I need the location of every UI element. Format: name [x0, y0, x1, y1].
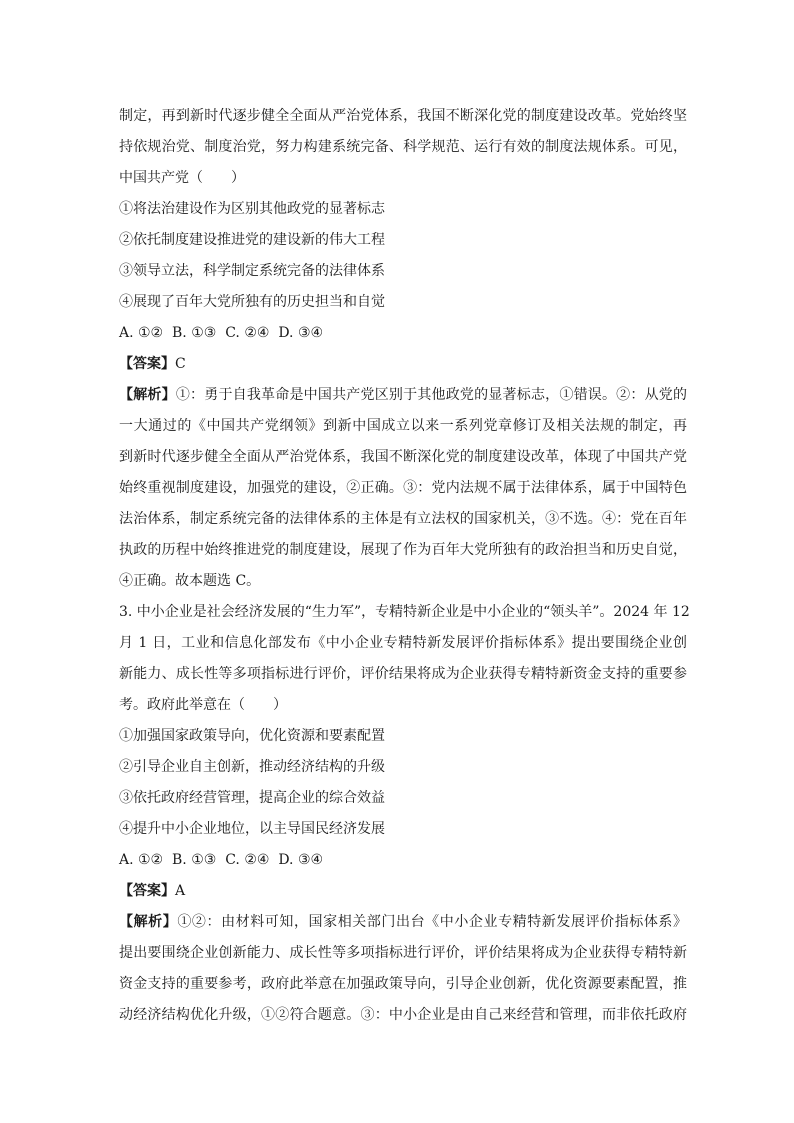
document-body: [119, 101, 690, 1031]
analysis-text: ①：勇于自我革命是中国共产党区别于其他政党的显著标志，①错误。②：从党的: [175, 387, 688, 403]
q3-answer: [119, 876, 687, 907]
q2-choices: A. ①② B. ①③ C. ②④ D. ③④: [119, 325, 324, 341]
q2-option-3: ③领导立法，科学制定系统完备的法律体系: [119, 263, 385, 279]
q3-option-4: ④提升中小企业地位，以主导国民经济发展: [119, 821, 385, 837]
q3-choices: A. ①② B. ①③ C. ②④ D. ③④: [119, 852, 324, 868]
q3-analysis-line: 动经济结构优化升级，①②符合题意。③：中小企业是由自己来经营和管理，而非依托政府: [119, 1007, 687, 1023]
q2-stem-line: 制定，再到新时代逐步健全全面从严治党体系，我国不断深化党的制度建设改革。党始终坚: [119, 108, 687, 124]
q3-analysis-line: 资金支持的重要参考，政府此举意在加强政策导向，引导企业创新，优化资源要素配置，推: [119, 976, 687, 992]
q2-analysis-line: 始终重视制度建设，加强党的建设，②正确。③：党内法规不属于法律体系，属于中国特色: [119, 480, 687, 496]
answer-tag: 【答案】: [119, 883, 175, 899]
q2-option-4: ④展现了百年大党所独有的历史担当和自觉: [119, 294, 385, 310]
q3-option-3: ③依托政府经营管理，提高企业的综合效益: [119, 790, 385, 806]
analysis-tag: 【解析】: [119, 914, 178, 930]
answer-tag: 【答案】: [119, 356, 175, 372]
q3-stem-line: 新能力、成长性等多项指标进行评价，评价结果将成为企业获得专精特新资金支持的重要参: [119, 666, 687, 682]
q2-stem-line: 持依规治党、制度治党，努力构建系统完备、科学规范、运行有效的制度法规体系。可见，: [119, 139, 687, 155]
q2-option-1: ①将法治建设作为区别其他政党的显著标志: [119, 201, 385, 217]
q3-option-1: ①加强国家政策导向，优化资源和要素配置: [119, 728, 385, 744]
q2-analysis-line: 到新时代逐步健全全面从严治党体系，我国不断深化党的制度建设改革，体现了中国共产党: [119, 449, 687, 465]
answer-value: C: [175, 356, 186, 372]
q2-analysis-line: [119, 380, 687, 411]
q2-analysis-line: ④正确。故本题选 C。: [119, 573, 261, 589]
q3-stem-line: 考。政府此举意在（ ）: [119, 697, 287, 713]
q2-analysis-line: 法治体系，制定系统完备的法律体系的主体是有立法权的国家机关，③不选。④：党在百年: [119, 511, 687, 527]
q3-stem-line: 月 1 日，工业和信息化部发布《中小企业专精特新发展评价指标体系》提出要围绕企业创: [119, 635, 687, 651]
q2-answer: [119, 349, 687, 380]
q3-stem-line: 3. 中小企业是社会经济发展的“生力军”，专精特新企业是中小企业的“领头羊”。2024 年 12: [119, 604, 690, 620]
q2-stem-line: 中国共产党（ ）: [119, 170, 245, 186]
q2-option-2: ②依托制度建设推进党的建设新的伟大工程: [119, 232, 385, 248]
q3-analysis-line: 提出要围绕企业创新能力、成长性等多项指标进行评价，评价结果将成为企业获得专精特新: [119, 945, 687, 961]
q3-option-2: ②引导企业自主创新，推动经济结构的升级: [119, 759, 385, 775]
analysis-tag: 【解析】: [119, 387, 176, 403]
q3-analysis-line: [119, 907, 687, 938]
analysis-text: ①②：由材料可知，国家相关部门出台《中小企业专精特新发展评价指标体系》: [177, 914, 688, 930]
q2-analysis-line: 一大通过的《中国共产党纲领》到新中国成立以来一系列党章修订及相关法规的制定，再: [119, 418, 687, 434]
q2-analysis-line: 执政的历程中始终推进党的制度建设，展现了作为百年大党所独有的政治担当和历史自觉，: [119, 542, 687, 558]
answer-value: A: [175, 883, 186, 899]
